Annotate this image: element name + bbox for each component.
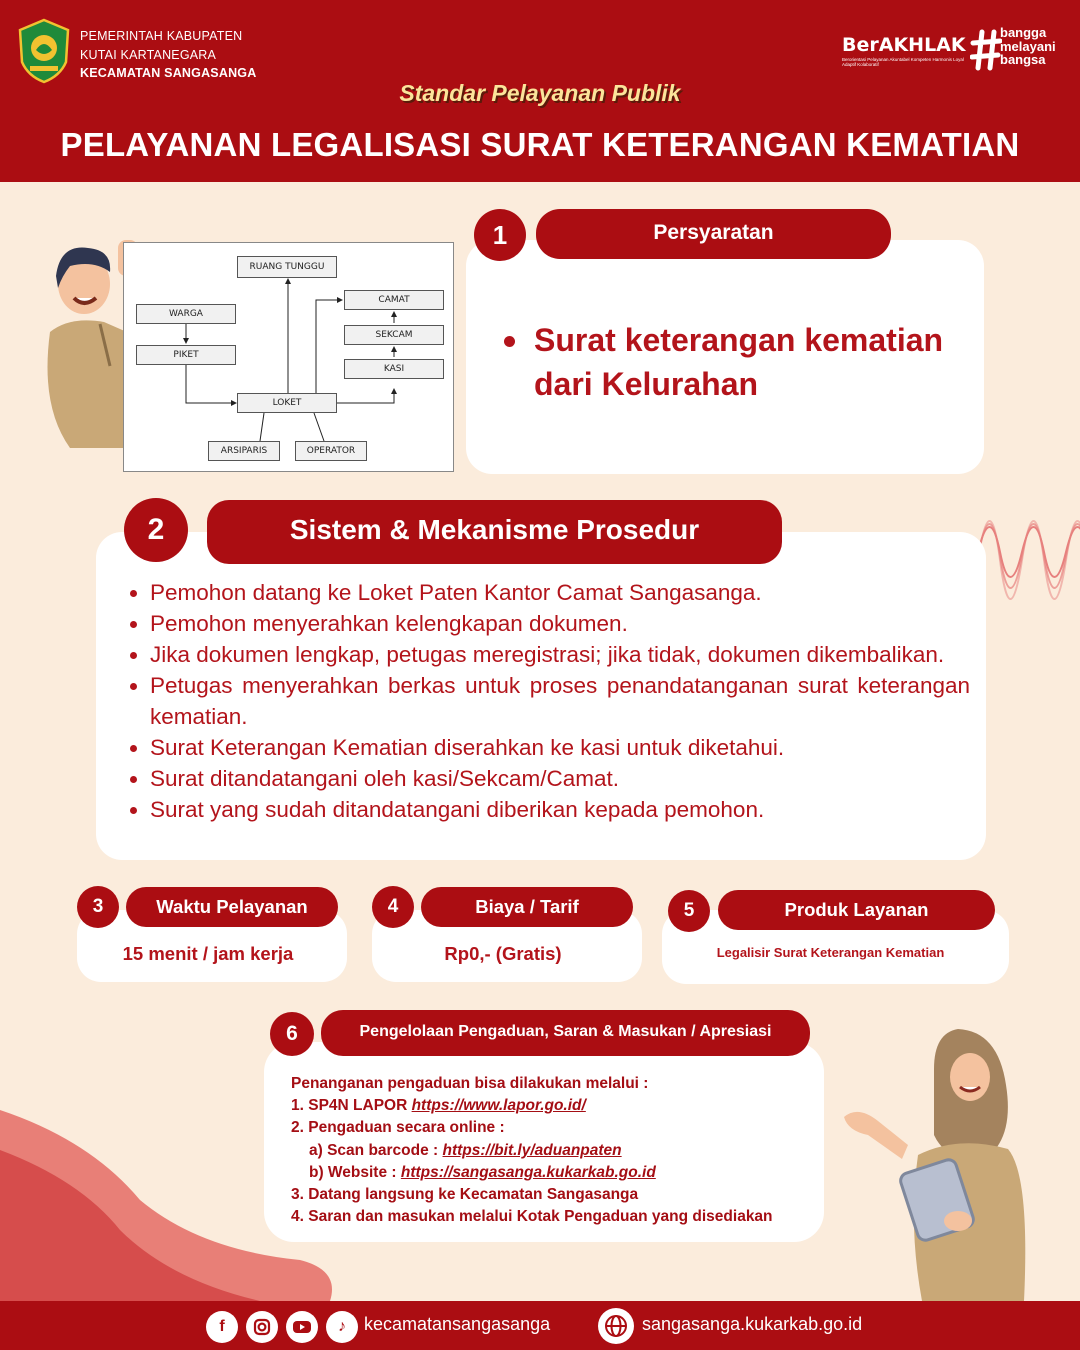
flow-piket: PIKET: [136, 345, 236, 365]
page-title: PELAYANAN LEGALISASI SURAT KETERANGAN KEMATIAN: [60, 126, 1020, 163]
procedure-steps: [130, 577, 970, 825]
complaint-item-4: 4. Saran dan masukan melalui Kotak Pengaduan yang disediakan: [291, 1208, 773, 1226]
gov-line-1: PEMERINTAH KABUPATEN: [80, 29, 243, 43]
procedure-step: Surat ditandatangani oleh kasi/Sekcam/Camat.: [130, 763, 970, 794]
decorative-wave-icon: [978, 482, 1080, 616]
section-number-4: 4: [372, 886, 414, 928]
hashtag-icon: [970, 28, 1002, 72]
tagline-bangsa: bangsa: [1000, 52, 1046, 67]
procedure-step: Jika dokumen lengkap, petugas meregistrasi; jika tidak, dokumen dikembalikan.: [130, 639, 970, 670]
youtube-icon[interactable]: [286, 1311, 318, 1343]
section-number-5: 5: [668, 890, 710, 932]
berakhlak-logo: [842, 24, 1064, 74]
instagram-icon[interactable]: [246, 1311, 278, 1343]
complaints-title: Pengelolaan Pengaduan, Saran & Masukan / Apresiasi: [321, 1010, 810, 1056]
requirement-text: Surat keterangan kematian dari Kelurahan: [534, 322, 944, 402]
barcode-link[interactable]: https://bit.ly/aduanpaten: [442, 1141, 622, 1159]
complaint-item-1: 1. SP4N LAPOR: [291, 1097, 412, 1115]
product-title: Produk Layanan: [718, 890, 995, 930]
section-number-1: 1: [474, 209, 526, 261]
service-time-value: 15 menit / jam kerja: [122, 943, 294, 964]
section-number-3: 3: [77, 886, 119, 928]
page-subtitle: Standar Pelayanan Publik: [399, 80, 681, 106]
section-number-2: 2: [124, 498, 188, 562]
flow-camat: CAMAT: [344, 290, 444, 310]
complaints-list: [291, 1073, 821, 1228]
procedure-step: Petugas menyerahkan berkas untuk proses penandatanganan surat keterangan kematian.: [130, 670, 970, 732]
flow-kasi: KASI: [344, 359, 444, 379]
tagline-melayani: melayani: [1000, 38, 1056, 54]
procedure-title: Sistem & Mekanisme Prosedur: [207, 500, 782, 564]
tagline-bangga: bangga: [1000, 25, 1047, 40]
complaint-item-2a: a) Scan barcode :: [309, 1141, 443, 1159]
procedure-step: Pemohon menyerahkan kelengkapan dokumen.: [130, 608, 970, 639]
fee-title: Biaya / Tarif: [421, 887, 633, 927]
gov-line-3: KECAMATAN SANGASANGA: [80, 66, 257, 80]
flow-operator: OPERATOR: [295, 441, 367, 461]
complaint-item-3: 3. Datang langsung ke Kecamatan Sangasanga: [291, 1186, 639, 1204]
service-flowchart: [123, 242, 454, 472]
website-link[interactable]: https://sangasanga.kukarkab.go.id: [400, 1163, 656, 1181]
complaint-item-2b: b) Website :: [309, 1163, 401, 1181]
fee-value: Rp0,- (Gratis): [444, 943, 562, 964]
tiktok-icon[interactable]: ♪: [326, 1311, 358, 1343]
requirement-item: [504, 318, 974, 406]
service-time-title: Waktu Pelayanan: [126, 887, 338, 927]
berakhlak-wordmark: BerAKHLAK: [842, 34, 966, 56]
complaint-item-2: 2. Pengaduan secara online :: [291, 1119, 505, 1137]
lapor-link[interactable]: https://www.lapor.go.id/: [411, 1097, 586, 1115]
gov-line-2: KUTAI KARTANEGARA: [80, 47, 217, 62]
government-name: [80, 27, 256, 83]
social-handle[interactable]: kecamatansangasanga: [364, 1314, 551, 1334]
flow-sekcam: SEKCAM: [344, 325, 444, 345]
flow-loket: LOKET: [237, 393, 337, 413]
procedure-step: Pemohon datang ke Loket Paten Kantor Camat Sangasanga.: [130, 577, 970, 608]
regency-emblem-icon: [16, 18, 72, 84]
flow-arsiparis: ARSIPARIS: [208, 441, 280, 461]
bullet-icon: [504, 336, 515, 347]
berakhlak-tagline: Berorientasi Pelayanan Akuntabel Kompeten Harmonis Loyal Adaptif Kolaboratif: [842, 57, 964, 67]
product-value: Legalisir Surat Keterangan Kematian: [716, 945, 945, 960]
globe-icon: [598, 1308, 634, 1344]
flow-warga: WARGA: [136, 304, 236, 324]
complaints-intro: Penanganan pengaduan bisa dilakukan melalui :: [291, 1075, 649, 1092]
flow-ruang-tunggu: RUANG TUNGGU: [237, 256, 337, 278]
requirements-title: Persyaratan: [536, 209, 891, 259]
facebook-icon[interactable]: f: [206, 1311, 238, 1343]
procedure-step: Surat Keterangan Kematian diserahkan ke kasi untuk diketahui.: [130, 732, 970, 763]
procedure-step: Surat yang sudah ditandatangani diberikan kepada pemohon.: [130, 794, 970, 825]
section-number-6: 6: [270, 1012, 314, 1056]
officer-woman-illustration: [838, 1025, 1038, 1301]
footer-website[interactable]: sangasanga.kukarkab.go.id: [642, 1314, 863, 1334]
